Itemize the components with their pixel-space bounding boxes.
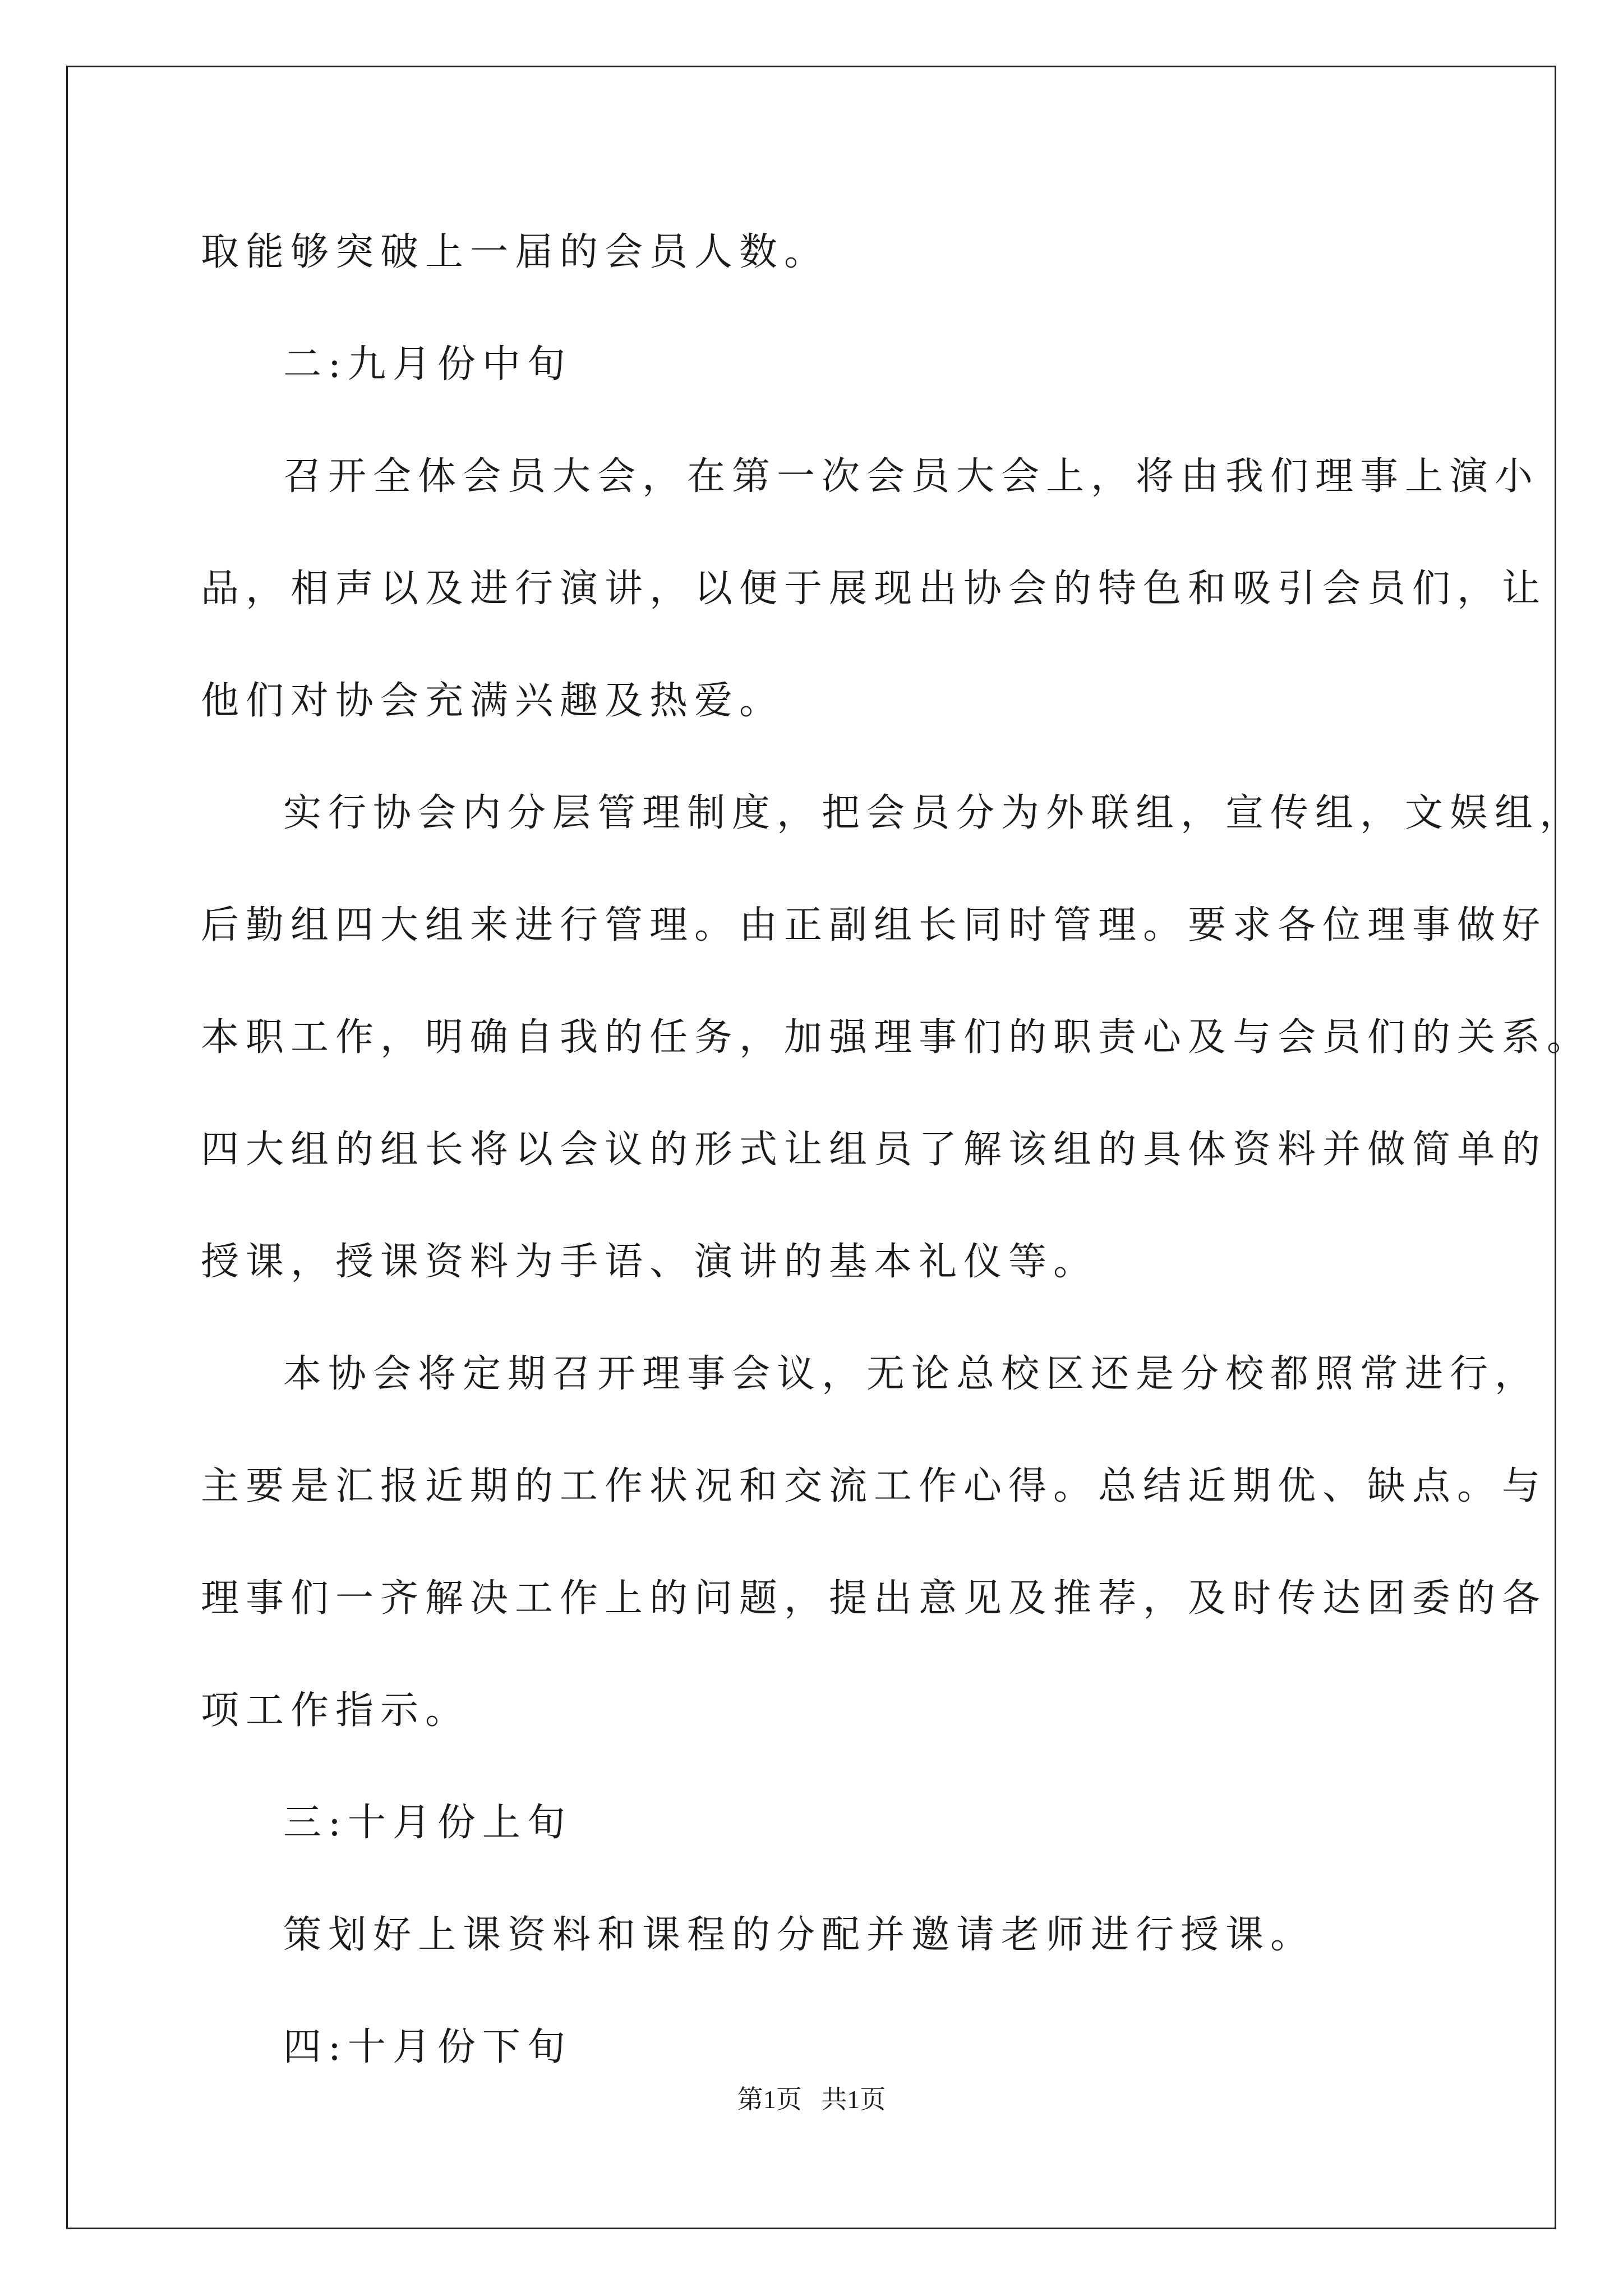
page-number-footer: 第1页 共1页 bbox=[737, 2085, 886, 2114]
section-heading: 三:十月份上旬 bbox=[283, 1801, 572, 1845]
paragraph-start: 召开全体会员大会，在第一次会员大会上，将由我们理事上演小 bbox=[283, 454, 1540, 499]
text-line: 理事们一齐解决工作上的问题，提出意见及推荐，及时传达团委的各 bbox=[201, 1576, 1547, 1621]
text-line: 本职工作，明确自我的任务，加强理事们的职责心及与会员们的关系。 bbox=[201, 1015, 1592, 1060]
text-line: 项工作指示。 bbox=[201, 1688, 471, 1733]
paragraph-start: 策划好上课资料和课程的分配并邀请老师进行授课。 bbox=[283, 1913, 1316, 1957]
text-line: 后勤组四大组来进行管理。由正副组长同时管理。要求各位理事做好 bbox=[201, 903, 1547, 947]
text-line: 授课，授课资料为手语、演讲的基本礼仪等。 bbox=[201, 1240, 1099, 1284]
section-heading: 二:九月份中旬 bbox=[283, 342, 572, 386]
paragraph-start: 本协会将定期召开理事会议，无论总校区还是分校都照常进行， bbox=[283, 1352, 1540, 1396]
text-line: 他们对协会充满兴趣及热爱。 bbox=[201, 679, 785, 723]
text-line: 四大组的组长将以会议的形式让组员了解该组的具体资料并做简单的 bbox=[201, 1128, 1547, 1172]
text-line: 主要是汇报近期的工作状况和交流工作心得。总结近期优、缺点。与 bbox=[201, 1464, 1547, 1508]
document-body bbox=[201, 196, 1592, 2104]
section-heading: 四:十月份下旬 bbox=[283, 2025, 572, 2069]
paragraph-start: 实行协会内分层管理制度，把会员分为外联组，宣传组，文娱组， bbox=[283, 791, 1585, 835]
text-line: 取能够突破上一届的会员人数。 bbox=[201, 230, 829, 274]
text-line: 品，相声以及进行演讲，以便于展现出协会的特色和吸引会员们，让 bbox=[201, 567, 1547, 611]
